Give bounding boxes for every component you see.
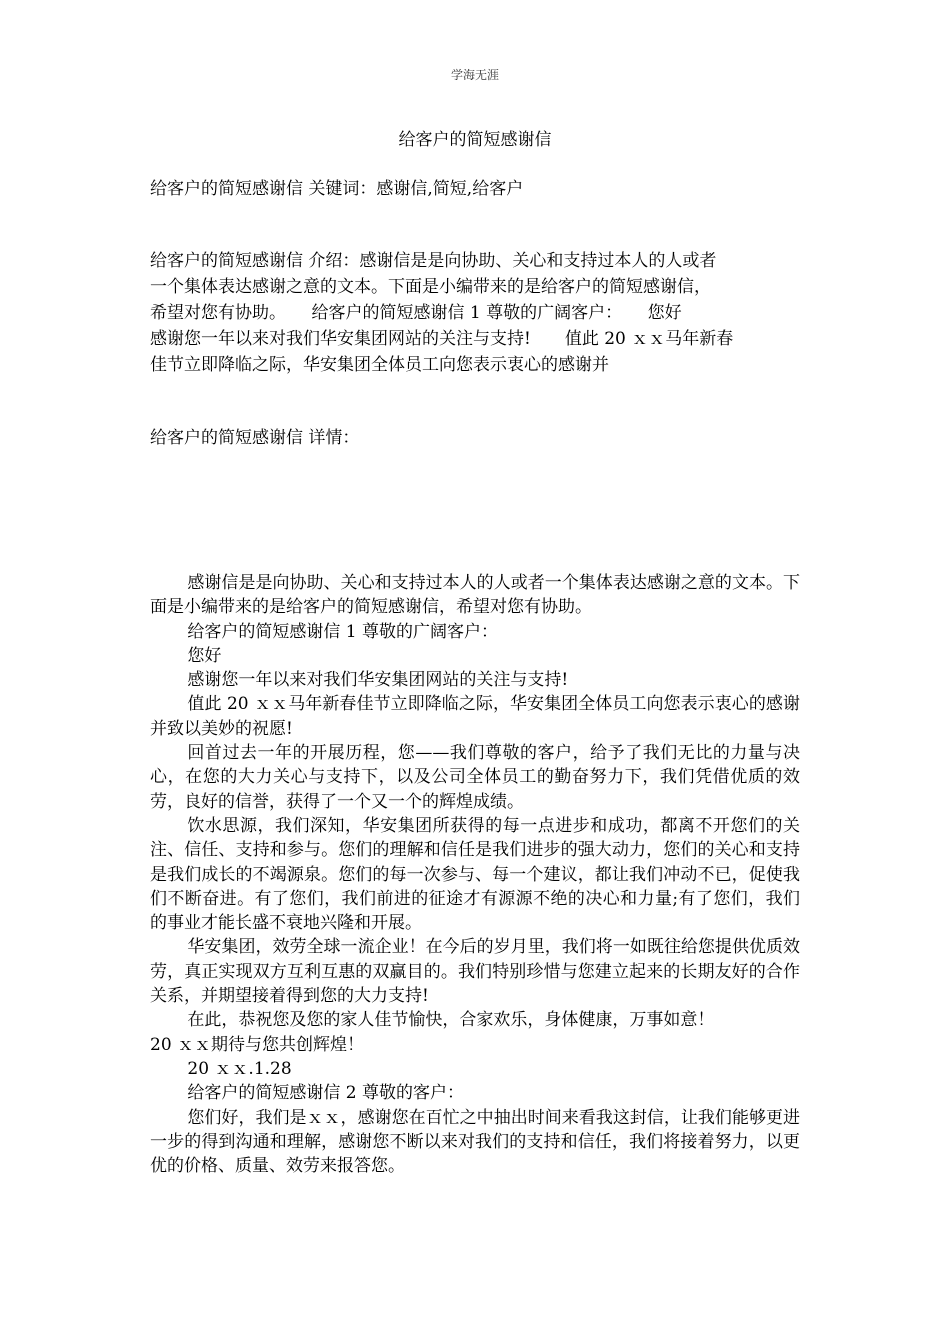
body-paragraph: 值此 20 ｘｘ马年新春佳节立即降临之际，华安集团全体员工向您表示衷心的感谢并致以美妙的祝愿! [150, 694, 800, 739]
body-paragraph: 20 ｘｘ期待与您共创辉煌！ [150, 1034, 365, 1055]
document-title: 给客户的简短感谢信 [398, 130, 552, 150]
body-paragraph: 您好 [187, 645, 222, 666]
intro-line: 给客户的简短感谢信 介绍：感谢信是是向协助、关心和支持过本人的人或者 [150, 251, 717, 271]
body-paragraph: 饮水思源，我们深知，华安集团所获得的每一点进步和成功，都离不开您们的关注、信任、支持和参与。您们的理解和信任是我们进步的强大动力，您们的关心和支持是我们成长的不竭源泉。您们的每一次参与、每一个建议，都让我们冲动不已，促使我们不断奋进。有了您们，我们前进的征途才有源源不绝的决心和力量;有了您们，我们的事业才能长盛不衰地兴隆和开展。 [150, 815, 800, 934]
body-paragraph: 感谢信是是向协助、关心和支持过本人的人或者一个集体表达感谢之意的文本。下面是小编带来的是给客户的简短感谢信，希望对您有协助。 [150, 573, 800, 618]
keywords-line: 给客户的简短感谢信 关键词：感谢信,简短,给客户 [150, 179, 524, 199]
details-label: 给客户的简短感谢信 详情： [150, 428, 360, 448]
intro-section [150, 248, 800, 378]
body-paragraph: 华安集团，效劳全球一流企业！在今后的岁月里，我们将一如既往给您提供优质效劳，真正实现双方互利互惠的双赢目的。我们特别珍惜与您建立起来的长期友好的合作关系，并期望接着得到您的大力支持! [150, 937, 800, 1007]
body-paragraph: 给客户的简短感谢信 1 尊敬的广阔客户： [187, 621, 499, 642]
intro-line: 希望对您有协助。 给客户的简短感谢信 1 尊敬的广阔客户： 您好 [150, 303, 682, 323]
body-paragraph: 您们好，我们是ｘｘ，感谢您在百忙之中抽出时间来看我这封信，让我们能够更进一步的得到沟通和理解，感谢您不断以来对我们的支持和信任，我们将接着努力，以更优的价格、质量、效劳来报答您。 [150, 1107, 800, 1177]
intro-line: 佳节立即降临之际，华安集团全体员工向您表示衷心的感谢并 [150, 355, 609, 375]
body-paragraph: 感谢您一年以来对我们华安集团网站的关注与支持! [187, 670, 569, 691]
intro-line: 感谢您一年以来对我们华安集团网站的关注与支持! 值此 20 ｘｘ马年新春 [150, 329, 734, 349]
intro-line: 一个集体表达感谢之意的文本。下面是小编带来的是给客户的简短感谢信， [150, 277, 711, 297]
body-paragraph: 回首过去一年的开展历程，您——我们尊敬的客户，给予了我们无比的力量与决心，在您的大力关心与支持下，以及公司全体员工的勤奋努力下，我们凭借优质的效劳，良好的信誉，获得了一个又一个的辉煌成绩。 [150, 743, 800, 812]
letter-body [150, 571, 800, 1178]
page-header: 学海无涯 [450, 68, 499, 82]
date-line: 20 ｘｘ.1.28 [187, 1058, 292, 1079]
body-paragraph: 给客户的简短感谢信 2 尊敬的客户： [187, 1083, 465, 1104]
body-paragraph: 在此，恭祝您及您的家人佳节愉快，合家欢乐，身体健康，万事如意！ [187, 1010, 715, 1031]
